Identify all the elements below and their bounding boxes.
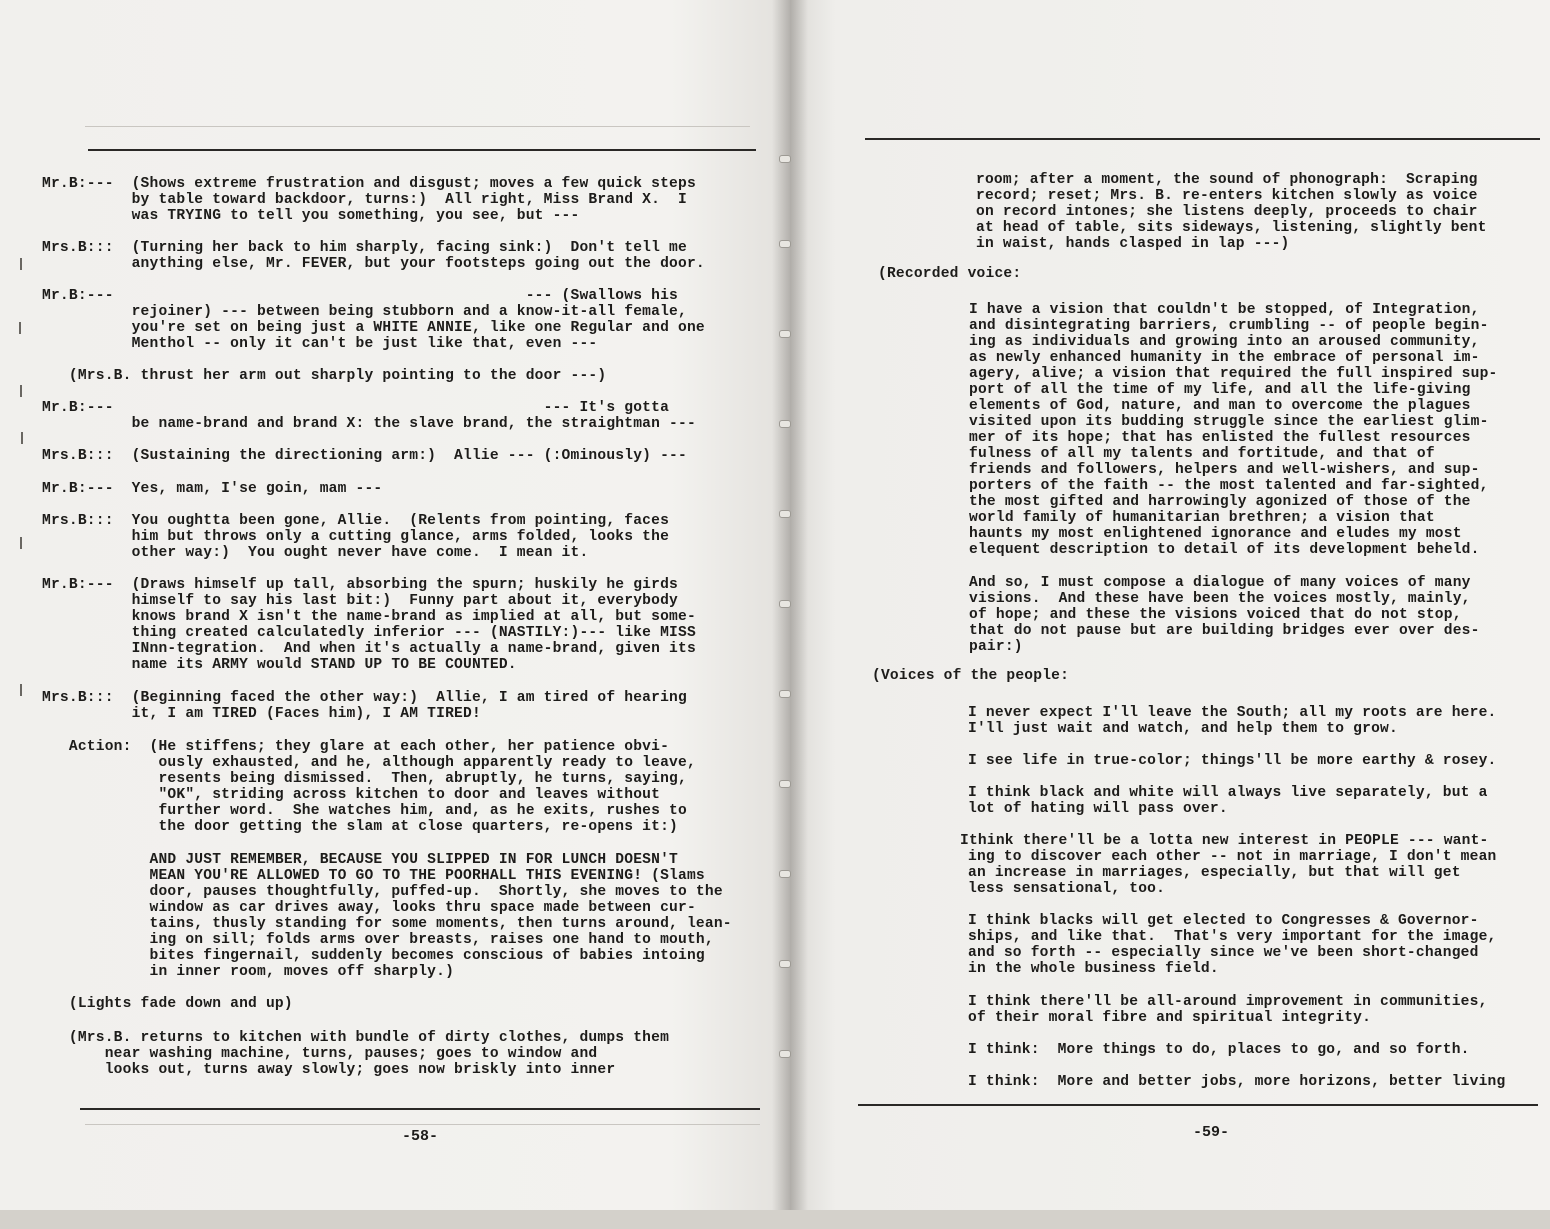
bleed-through-rule-bottom	[85, 1124, 760, 1125]
text-line: I think black and white will always live separately, but a	[968, 785, 1488, 801]
text-line: Action: (He stiffens; they glare at each other, her patience obvi-	[42, 739, 670, 755]
text-line: ing to discover each other -- not in marriage, I don't mean	[968, 849, 1497, 865]
text-line: thing created calculatedly inferior --- (NASTILY:)--- like MISS	[42, 625, 696, 641]
text-line: by table toward backdoor, turns:) All right, Miss Brand X. I	[42, 192, 687, 208]
text-line: world family of humanitarian brethren; a vision that	[969, 510, 1435, 526]
text-line: (Recorded voice:	[878, 266, 1022, 282]
text-line: ing on sill; folds arms over breasts, raises one hand to mouth,	[42, 932, 714, 948]
text-line: as newly enhanced humanity in the embrace of personal im-	[969, 350, 1480, 366]
text-line: visited upon its budding struggle since the earliest glim-	[969, 414, 1489, 430]
text-line: port of all the time of my life, and all the life-giving	[969, 382, 1471, 398]
text-line: and disintegrating barriers, crumbling -- of people begin-	[969, 318, 1489, 334]
page-number: -59-	[1193, 1124, 1230, 1141]
text-line: near washing machine, turns, pauses; goes to window and	[42, 1046, 598, 1062]
text-line: mer of its hope; that has enlisted the fullest resources	[969, 430, 1471, 446]
text-line: I think: More things to do, places to go, and so forth.	[968, 1042, 1470, 1058]
text-line: I think blacks will get elected to Congresses & Governor-	[968, 913, 1479, 929]
text-line: be name-brand and brand X: the slave brand, the straightman ---	[42, 416, 696, 432]
text-line: Mr.B:--- (Draws himself up tall, absorbing the spurn; huskily he girds	[42, 577, 678, 593]
binding-ring	[779, 870, 791, 878]
text-line: rejoiner) --- between being stubborn and a know-it-all female,	[42, 304, 687, 320]
text-line: visions. And these have been the voices mostly, mainly,	[969, 591, 1471, 607]
binding-ring	[779, 510, 791, 518]
text-line: I see life in true-color; things'll be more earthy & rosey.	[968, 753, 1497, 769]
binding-ring	[779, 240, 791, 248]
text-line: on record intones; she listens deeply, proceeds to chair	[976, 204, 1478, 220]
margin-mark	[20, 385, 22, 397]
text-line: agery, alive; a vision that required the full inspired sup-	[969, 366, 1498, 382]
text-line: window as car drives away, looks thru space made between cur-	[42, 900, 696, 916]
text-line: AND JUST REMEMBER, BECAUSE YOU SLIPPED IN FOR LUNCH DOESN'T	[42, 852, 678, 868]
margin-mark	[19, 322, 21, 334]
text-line: in waist, hands clasped in lap ---)	[976, 236, 1290, 252]
text-line: was TRYING to tell you something, you see, but ---	[42, 208, 580, 224]
text-line: haunts my most enlightened ignorance and eludes my most	[969, 526, 1462, 542]
text-line: ing as individuals and growing into an aroused community,	[969, 334, 1480, 350]
text-line: I think: More and better jobs, more horizons, better living	[968, 1074, 1506, 1090]
text-line: record; reset; Mrs. B. re-enters kitchen slowly as voice	[976, 188, 1478, 204]
binding-ring	[779, 960, 791, 968]
binding-ring	[779, 155, 791, 163]
text-line: an increase in marriages, especially, but that will get	[968, 865, 1461, 881]
binding-ring	[779, 1050, 791, 1058]
text-line: ously exhausted, and he, although apparently ready to leave,	[42, 755, 696, 771]
text-line: elements of God, nature, and man to overcome the plagues	[969, 398, 1471, 414]
text-line: Mrs.B::: (Beginning faced the other way:) Allie, I am tired of hearing	[42, 690, 687, 706]
text-line: Mrs.B::: You oughtta been gone, Allie. (Relents from pointing, faces	[42, 513, 670, 529]
text-line: that do not pause but are building bridges ever over des-	[969, 623, 1480, 639]
margin-mark	[20, 258, 22, 270]
text-line: Mrs.B::: (Sustaining the directioning arm:) Allie --- (:Ominously) ---	[42, 448, 687, 464]
text-line: And so, I must compose a dialogue of many voices of many	[969, 575, 1471, 591]
text-line: MEAN YOU'RE ALLOWED TO GO TO THE POORHALL THIS EVENING! (Slams	[42, 868, 705, 884]
text-line: "OK", striding across kitchen to door and leaves without	[42, 787, 661, 803]
text-line: anything else, Mr. FEVER, but your footsteps going out the door.	[42, 256, 705, 272]
binding-ring	[779, 330, 791, 338]
text-line: Menthol -- only it can't be just like that, even ---	[42, 336, 598, 352]
right-page	[790, 0, 1550, 1210]
text-line: the door getting the slam at close quarters, re-opens it:)	[42, 819, 678, 835]
text-line: INnn-tegration. And when it's actually a name-brand, given its	[42, 641, 696, 657]
text-line: looks out, turns away slowly; goes now briskly into inner	[42, 1062, 616, 1078]
text-line: Mr.B:--- (Shows extreme frustration and disgust; moves a few quick steps	[42, 176, 696, 192]
text-line: resents being dismissed. Then, abruptly, he turns, saying,	[42, 771, 687, 787]
binding-ring	[779, 420, 791, 428]
text-line: I'll just wait and watch, and help them to grow.	[968, 721, 1398, 737]
text-line: Mrs.B::: (Turning her back to him sharply, facing sink:) Don't tell me	[42, 240, 687, 256]
text-line: friends and followers, helpers and well-wishers, and sup-	[969, 462, 1480, 478]
text-line: porters of the faith -- the most talented and far-sighted,	[969, 478, 1489, 494]
margin-mark	[20, 684, 22, 696]
text-line: it, I am TIRED (Faces him), I AM TIRED!	[42, 706, 481, 722]
margin-mark	[21, 432, 23, 444]
text-line: lot of hating will pass over.	[968, 801, 1228, 817]
text-line: fulness of all my talents and fortitude, and that of	[969, 446, 1435, 462]
text-line: (Lights fade down and up)	[42, 996, 293, 1012]
text-line: of hope; and these the visions voiced that do not stop,	[969, 607, 1462, 623]
text-line: and so forth -- especially since we've been short-changed	[968, 945, 1479, 961]
bleed-through-rule	[85, 126, 750, 127]
bottom-rule	[80, 1108, 760, 1110]
text-line: him but throws only a cutting glance, arms folded, looks the	[42, 529, 670, 545]
binding-ring	[779, 690, 791, 698]
text-line: you're set on being just a WHITE ANNIE, like one Regular and one	[42, 320, 705, 336]
text-line: ships, and like that. That's very important for the image,	[968, 929, 1497, 945]
text-line: further word. She watches him, and, as he exits, rushes to	[42, 803, 687, 819]
text-line: pair:)	[969, 639, 1023, 655]
text-line: (Voices of the people:	[872, 668, 1070, 684]
text-line: Ithink there'll be a lotta new interest in PEOPLE --- want-	[960, 833, 1489, 849]
text-line: (Mrs.B. thrust her arm out sharply pointing to the door ---)	[42, 368, 607, 384]
text-line: knows brand X isn't the name-brand as implied at all, but some-	[42, 609, 696, 625]
text-line: (Mrs.B. returns to kitchen with bundle of dirty clothes, dumps them	[42, 1030, 670, 1046]
text-line: Mr.B:--- Yes, mam, I'se goin, mam ---	[42, 481, 383, 497]
text-line: of their moral fibre and spiritual integrity.	[968, 1010, 1372, 1026]
text-line: name its ARMY would STAND UP TO BE COUNTED.	[42, 657, 517, 673]
binding-ring	[779, 780, 791, 788]
text-line: himself to say his last bit:) Funny part about it, everybody	[42, 593, 678, 609]
text-line: I never expect I'll leave the South; all my roots are here.	[968, 705, 1497, 721]
text-line: I think there'll be all-around improvement in communities,	[968, 994, 1488, 1010]
margin-mark	[20, 537, 22, 549]
text-line: in inner room, moves off sharply.)	[42, 964, 455, 980]
text-line: room; after a moment, the sound of phonograph: Scraping	[976, 172, 1478, 188]
text-line: the most gifted and harrowingly agonized of those of the	[969, 494, 1471, 510]
bottom-rule	[858, 1104, 1538, 1106]
cover-edge	[0, 1210, 1550, 1229]
text-line: less sensational, too.	[968, 881, 1166, 897]
text-line: tains, thusly standing for some moments, then turns around, lean-	[42, 916, 732, 932]
page-number: -58-	[402, 1128, 439, 1145]
top-rule	[88, 149, 756, 151]
text-line: door, pauses thoughtfully, puffed-up. Shortly, she moves to the	[42, 884, 723, 900]
text-line: bites fingernail, suddenly becomes conscious of babies intoing	[42, 948, 705, 964]
text-line: elequent description to detail of its development beheld.	[969, 542, 1480, 558]
text-line: other way:) You ought never have come. I mean it.	[42, 545, 589, 561]
text-line: Mr.B:--- --- (Swallows his	[42, 288, 678, 304]
text-line: at head of table, sits sideways, listening, slightly bent	[976, 220, 1487, 236]
text-line: in the whole business field.	[968, 961, 1219, 977]
text-line: I have a vision that couldn't be stopped, of Integration,	[969, 302, 1480, 318]
text-line: Mr.B:--- --- It's gotta	[42, 400, 670, 416]
top-rule	[865, 138, 1540, 140]
binding-ring	[779, 600, 791, 608]
